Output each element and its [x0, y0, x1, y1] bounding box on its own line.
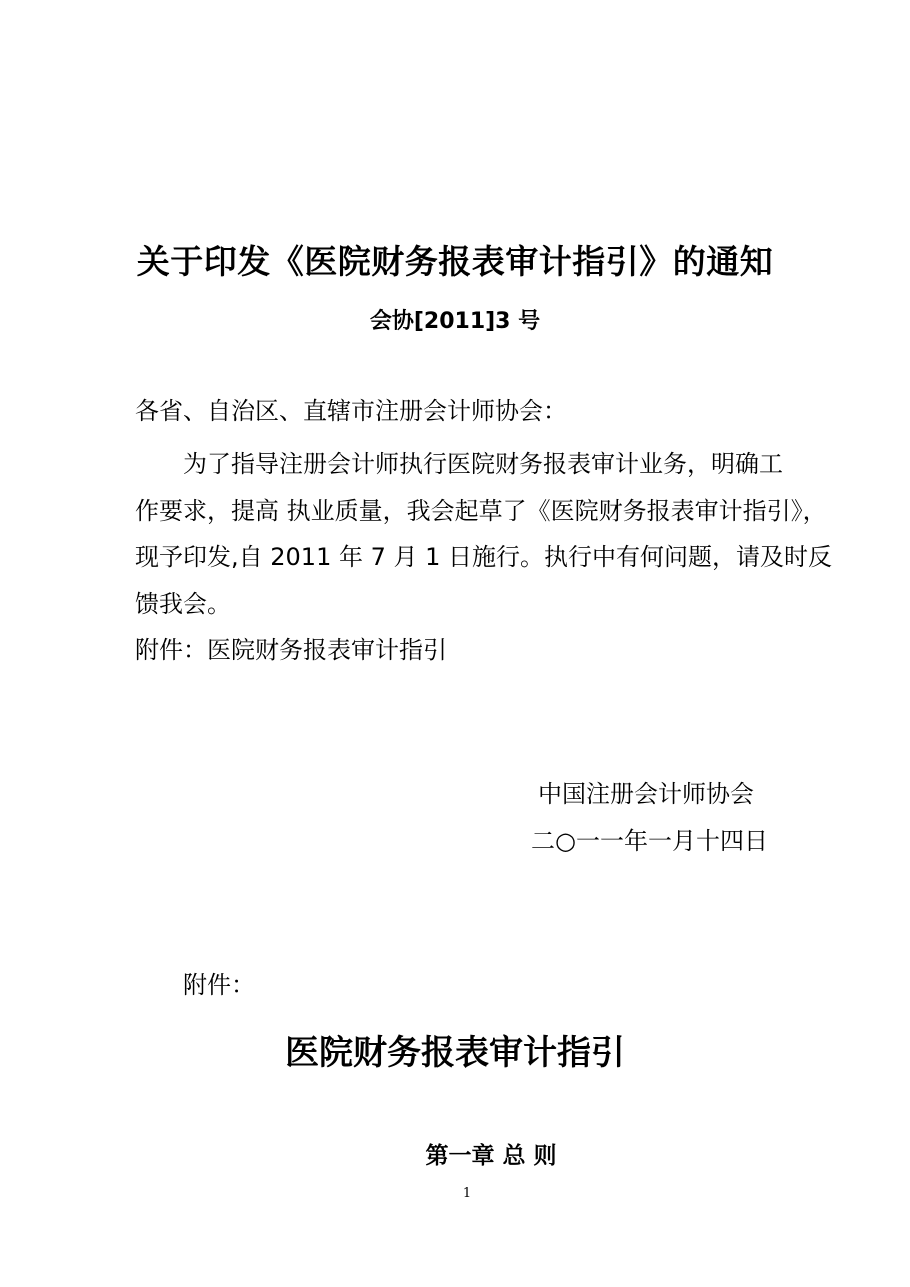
attachment-label: 附件： [183, 971, 255, 999]
body-line-2: 作要求，提高 执业质量，我会起草了《医院财务报表审计指引》， [135, 497, 827, 525]
attachment-reference: 附件：医院财务报表审计指引 [135, 636, 447, 664]
body-line-4: 馈我会。 [135, 590, 231, 618]
notice-title: 关于印发《医院财务报表审计指引》的通知 [136, 242, 774, 281]
body-line-1: 为了指导注册会计师执行医院财务报表审计业务，明确工 [183, 450, 783, 478]
chapter-heading: 第一章 总 则 [425, 1143, 557, 1169]
guide-title: 医院财务报表审计指引 [285, 1033, 625, 1073]
document-number: 会协[2011]3 号 [369, 309, 541, 334]
signature-date: 二○一一年一月十四日 [531, 827, 768, 855]
body-line-3: 现予印发,自 2011 年 7 月 1 日施行。执行中有何问题，请及时反 [135, 543, 833, 571]
salutation: 各省、自治区、直辖市注册会计师协会： [135, 397, 567, 425]
signature-organization: 中国注册会计师协会 [538, 780, 754, 808]
page-number: 1 [462, 1186, 472, 1201]
